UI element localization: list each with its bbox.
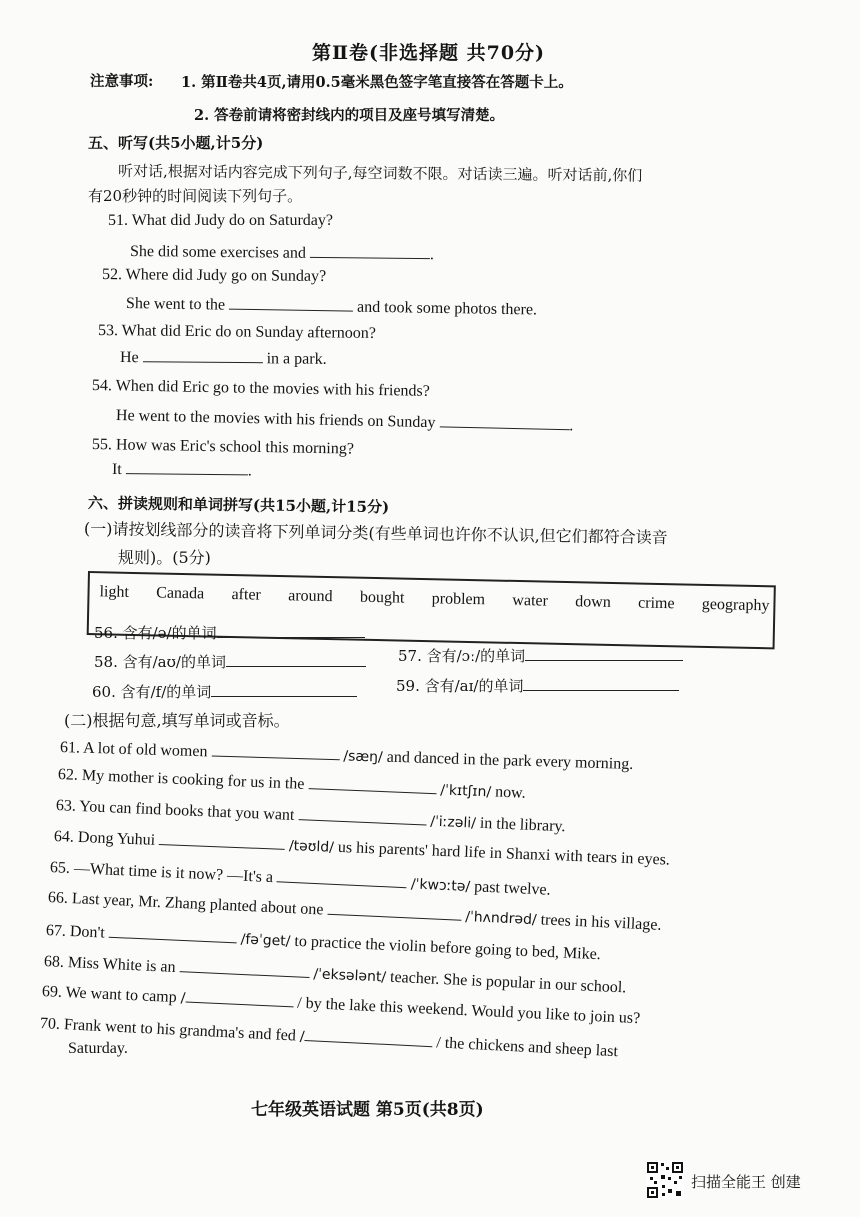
- page-footer: 七年级英语试题 第5页(共8页): [251, 1100, 484, 1120]
- q62-phonetic: /ˈkɪtʃɪn/: [439, 782, 492, 801]
- q60-label: 60. 含有/f/的单词: [92, 683, 212, 701]
- q66-prefix: 66. Last year, Mr. Zhang planted about one: [47, 889, 324, 919]
- notes-label: 注意事项:: [90, 73, 154, 90]
- word-crime: crime: [637, 594, 675, 613]
- q63-suffix: in the library.: [479, 814, 566, 836]
- notes-item-1: 1. 第Ⅱ卷共4页,请用0.5毫米黑色签字笔直接答在答题卡上。: [181, 74, 573, 91]
- q60-blank[interactable]: [211, 682, 357, 697]
- q70-prefix: 70. Frank went to his grandma's and fed: [39, 1015, 297, 1045]
- q55-answer-prefix: It: [111, 461, 122, 479]
- q52-answer-line: [126, 293, 537, 319]
- q51-answer-suffix: .: [429, 246, 435, 264]
- q58-blank[interactable]: [226, 652, 366, 667]
- q53-answer-suffix: in a park.: [266, 350, 327, 368]
- q56-label: 56. 含有/ə/的单词: [94, 624, 217, 642]
- qr-code-icon: [646, 1161, 684, 1199]
- q56-line: [94, 622, 365, 643]
- section5-heading: 五、听写(共5小题,计5分): [88, 134, 264, 152]
- q65-phonetic: /ˈkwɔːtə/: [410, 876, 471, 896]
- notes-item-2: 2. 答卷前请将密封线内的项目及座号填写清楚。: [194, 107, 505, 124]
- q68-phonetic: /ˈeksələnt/: [313, 966, 387, 986]
- section6-part2-heading: (二)根据句意,填写单词或音标。: [64, 711, 290, 730]
- q55-answer-blank[interactable]: [126, 459, 248, 475]
- q55-question: 55. How was Eric's school this morning?: [91, 436, 355, 458]
- word-canada: Canada: [156, 584, 205, 603]
- q62-line: [58, 764, 526, 803]
- q52-answer-prefix: She went to the: [125, 295, 226, 314]
- q54-answer-prefix: He went to the movies with his friends on Sunday: [115, 407, 436, 432]
- q51-answer-blank[interactable]: [310, 243, 430, 259]
- q69-prefix: 69. We want to camp: [41, 983, 178, 1007]
- q53-answer-blank[interactable]: [143, 347, 263, 363]
- q70-line-2: Saturday.: [68, 1040, 128, 1057]
- q61-prefix: 61. A lot of old women: [59, 739, 208, 761]
- q61-blank[interactable]: [211, 742, 339, 761]
- q57-label: 57. 含有/ɔː/的单词: [398, 647, 526, 665]
- q64-blank[interactable]: [159, 830, 285, 850]
- q53-answer-line: [120, 347, 327, 369]
- q54-question: 54. When did Eric go to the movies with his friends?: [91, 377, 430, 400]
- q59-blank[interactable]: [523, 676, 679, 691]
- q70-suffix: / the chickens and sheep last: [435, 1034, 619, 1061]
- q52-answer-blank[interactable]: [229, 295, 353, 312]
- q59-label: 59. 含有/aɪ/的单词: [396, 677, 524, 695]
- q51-answer-line: [130, 241, 434, 264]
- q61-phonetic: /sæŋ/: [343, 748, 383, 766]
- q66-phonetic: /ˈhʌndrəd/: [464, 908, 538, 929]
- q52-question: 52. Where did Judy go on Sunday?: [101, 266, 327, 285]
- word-after: after: [231, 586, 262, 604]
- word-down: down: [575, 593, 611, 611]
- q61-suffix: and danced in the park every morning.: [386, 748, 634, 774]
- q64-phonetic: /təʊld/: [288, 838, 335, 856]
- q55-answer-line: [112, 459, 252, 480]
- word-geography: geography: [701, 595, 770, 615]
- word-problem: problem: [431, 590, 486, 609]
- q64-prefix: 64. Dong Yuhui: [53, 828, 156, 849]
- q52-answer-suffix: and took some photos there.: [356, 298, 538, 319]
- section6-part1-line1: (一)请按划线部分的读音将下列单词分类(有些单词也许你不认识,但它们都符合读音: [83, 519, 668, 548]
- q69-phonetic-open: /: [180, 990, 186, 1007]
- section5-instructions-1: 听对话,根据对话内容完成下列句子,每空词数不限。对话读三遍。听对话前,你们: [117, 162, 643, 185]
- q54-answer-suffix: .: [569, 417, 574, 435]
- q67-prefix: 67. Don't: [45, 922, 106, 942]
- q51-question: 51. What did Judy do on Saturday?: [108, 212, 334, 229]
- q62-suffix: now.: [494, 783, 526, 802]
- q70-phonetic-open: /: [299, 1028, 305, 1045]
- page-title: 第Ⅱ卷(非选择题 共70分): [312, 42, 546, 64]
- q54-answer-line: [116, 405, 574, 435]
- word-light: light: [99, 583, 130, 601]
- word-around: around: [288, 587, 333, 606]
- q65-suffix: past twelve.: [473, 878, 551, 899]
- q69-suffix: / by the lake this weekend. Would you like to join us?: [296, 994, 641, 1028]
- q63-blank[interactable]: [298, 805, 427, 825]
- q54-answer-blank[interactable]: [439, 412, 569, 430]
- q68-blank[interactable]: [179, 957, 310, 978]
- section6-part1-line2: 规则)。(5分): [118, 548, 211, 567]
- q62-blank[interactable]: [308, 774, 436, 794]
- q62-prefix: 62. My mother is cooking for us in the: [57, 766, 305, 793]
- q65-blank[interactable]: [277, 867, 408, 888]
- q68-prefix: 68. Miss White is an: [43, 953, 176, 976]
- word-water: water: [512, 591, 549, 610]
- q53-question: 53. What did Eric do on Sunday afternoon?: [97, 322, 376, 342]
- section5-instructions-2: 有20秒钟的时间阅读下列句子。: [88, 187, 303, 205]
- q67-suffix: to practice the violin before going to bed, Mike.: [294, 932, 602, 964]
- q68-suffix: teacher. She is popular in our school.: [389, 968, 627, 997]
- q58-label: 58. 含有/aʊ/的单词: [94, 653, 226, 671]
- word-bought: bought: [359, 588, 405, 607]
- q51-answer-prefix: She did some exercises and: [129, 243, 307, 262]
- q67-phonetic: /fəˈget/: [240, 931, 291, 950]
- q69-phonetic-blank[interactable]: [185, 988, 294, 1008]
- scanner-brand: 扫描全能王 创建: [691, 1173, 801, 1191]
- q59-line: [396, 675, 679, 696]
- q66-suffix: trees in his village.: [540, 911, 662, 934]
- q57-line: [398, 645, 683, 666]
- q56-blank[interactable]: [217, 623, 365, 638]
- q67-blank[interactable]: [109, 923, 238, 944]
- q64-suffix: us his parents' hard life in Shanxi with tears in eyes.: [337, 838, 671, 869]
- q58-line: [94, 651, 366, 672]
- q57-blank[interactable]: [525, 646, 683, 661]
- q70-phonetic-blank[interactable]: [304, 1026, 433, 1047]
- q63-prefix: 63. You can find books that you want: [55, 797, 295, 824]
- section6-heading: 六、拼读规则和单词拼写(共15小题,计15分): [87, 494, 390, 517]
- q65-prefix: 65. —What time is it now? —It's a: [49, 859, 274, 887]
- q55-answer-suffix: .: [247, 462, 252, 480]
- q63-phonetic: /ˈiːzəli/: [429, 813, 477, 832]
- q66-blank[interactable]: [327, 900, 462, 921]
- q60-line: [92, 681, 357, 702]
- q53-answer-prefix: He: [119, 349, 139, 367]
